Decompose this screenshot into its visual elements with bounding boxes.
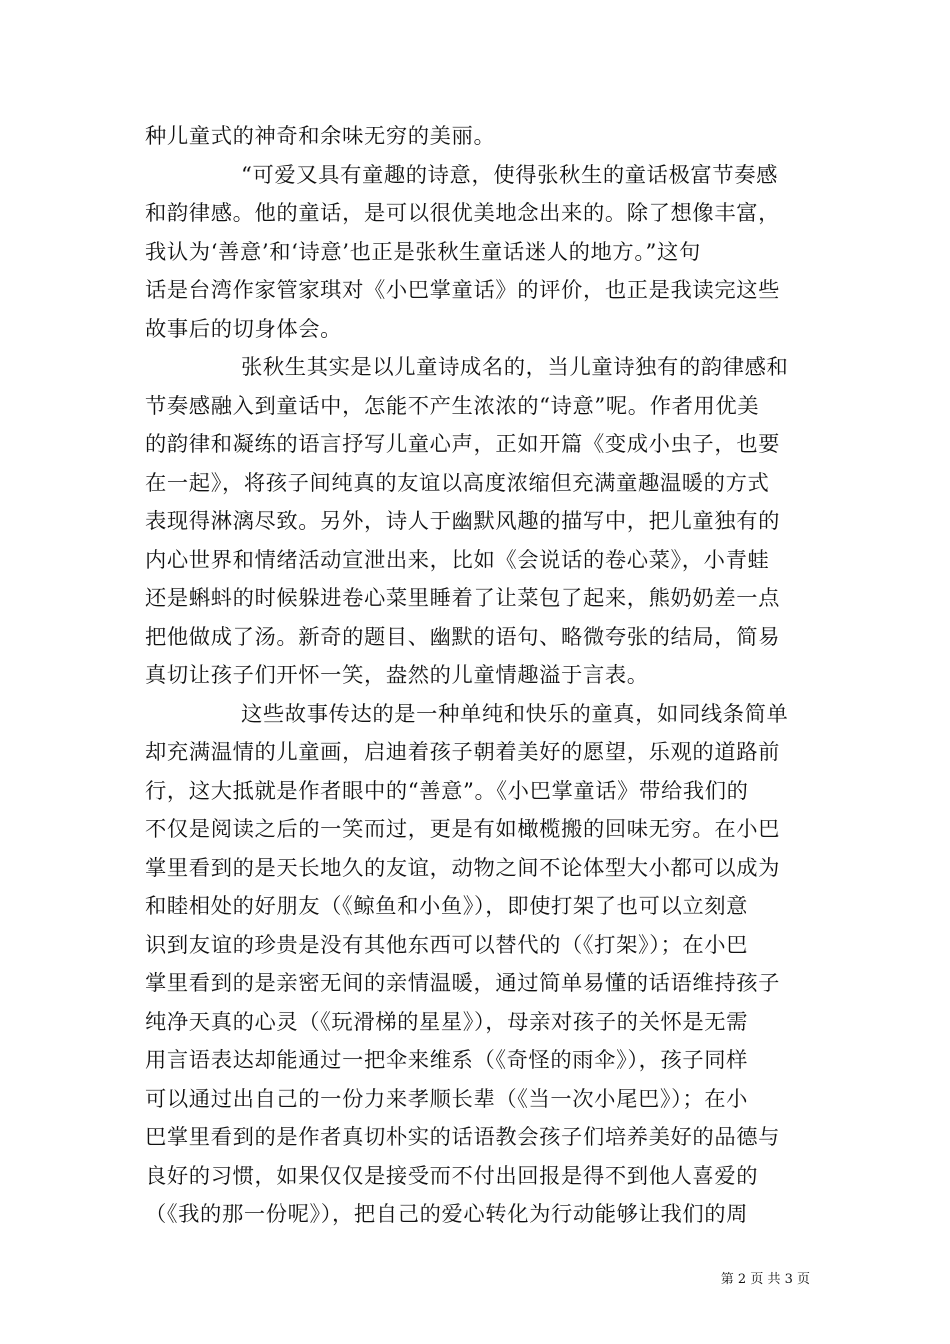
text-line: 话是台湾作家管家琪对《小巴掌童话》的评价，也正是我读完这些 (145, 278, 781, 303)
text-line: 表现得淋漓尽致。另外，诗人于幽默风趣的描写中，把儿童独有的 (145, 509, 781, 534)
text-line: 和睦相处的好朋友（《鲸鱼和小鱼》），即使打架了也可以立刻意 (145, 894, 749, 919)
text-line: 不仅是阅读之后的一笑而过，更是有如橄榄搬的回味无穷。在小巴 (145, 817, 781, 842)
body-text (145, 118, 805, 1235)
page-number-footer: 第 2 页 共 3 页 (720, 1272, 810, 1287)
text-line: 识到友谊的珍贵是没有其他东西可以替代的（《打架》）；在小巴 (145, 932, 749, 958)
text-line: 行，这大抵就是作者眼中的“善意”。《小巴掌童话》带给我们的 (145, 778, 749, 804)
text-line: 的韵律和凝练的语言抒写儿童心声，正如开篇《变成小虫子，也要 (145, 432, 781, 457)
text-line-paragraph-start: 这些故事传达的是一种单纯和快乐的童真，如同线条简单 (241, 701, 789, 727)
text-line-paragraph-start: “可爱又具有童趣的诗意，使得张秋生的童话极富节奏感 (241, 162, 779, 188)
text-line: 用言语表达却能通过一把伞来维系（《奇怪的雨伞》），孩子同样 (145, 1048, 749, 1073)
text-line: 纯净天真的心灵（《玩滑梯的星星》），母亲对孩子的关怀是无需 (145, 1009, 749, 1035)
text-line: 良好的习惯，如果仅仅是接受而不付出回报是得不到他人喜爱的 (145, 1163, 759, 1189)
text-line: 掌里看到的是亲密无间的亲情温暖，通过简单易懂的话语维持孩子 (145, 971, 781, 996)
text-line: 我认为‘善意’和‘诗意’也正是张秋生童话迷人的地方。”这句 (145, 239, 701, 265)
text-line: 巴掌里看到的是作者真切朴实的话语教会孩子们培养美好的品德与 (145, 1125, 781, 1150)
text-line: 把他做成了汤。新奇的题目、幽默的语句、略微夸张的结局，简易 (145, 624, 781, 650)
text-line: 可以通过出自己的一份力来孝顺长辈（《当一次小尾巴》）；在小 (145, 1086, 749, 1112)
text-line: （《我的那一份呢》），把自己的爱心转化为行动能够让我们的周 (145, 1202, 749, 1227)
text-line: 种儿童式的神奇和余味无穷的美丽。 (145, 124, 496, 149)
text-line: 和韵律感。他的童话，是可以很优美地念出来的。除了想像丰富， (145, 201, 781, 226)
text-line: 还是蝌蚪的时候躲进卷心菜里睡着了让菜包了起来，熊奶奶差一点 (145, 586, 781, 611)
text-line: 内心世界和情绪活动宣泄出来，比如《会说话的卷心菜》，小青蛙 (145, 547, 770, 573)
text-line-paragraph-start: 张秋生其实是以儿童诗成名的，当儿童诗独有的韵律感和 (241, 355, 789, 380)
text-line: 真切让孩子们开怀一笑，盎然的儿童情趣溢于言表。 (145, 663, 649, 688)
text-line: 却充满温情的儿童画，启迪着孩子朝着美好的愿望，乐观的道路前 (145, 740, 781, 765)
text-line: 故事后的切身体会。 (145, 316, 343, 342)
text-line: 在一起》，将孩子间纯真的友谊以高度浓缩但充满童趣温暖的方式 (145, 470, 770, 496)
text-line: 节奏感融入到童话中，怎能不产生浓浓的“诗意”呢。作者用优美 (145, 393, 760, 419)
text-line: 掌里看到的是天长地久的友谊，动物之间不论体型大小都可以成为 (145, 855, 781, 881)
